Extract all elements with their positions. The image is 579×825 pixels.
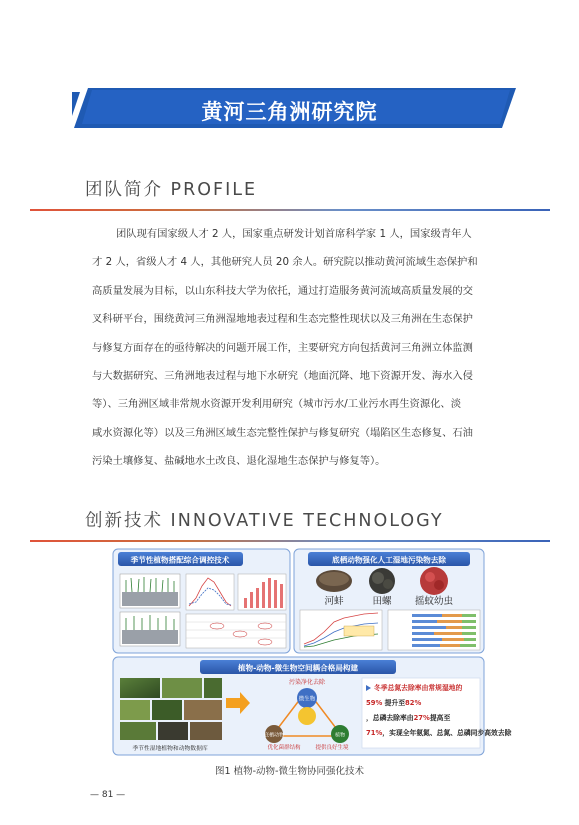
profile-divider [30,209,550,211]
photo-grid [120,678,222,740]
paragraph-line: 污染土壤修复、盐碱地水土改良、退化湿地生态保护与修复等）。 [92,455,386,468]
paragraph-line: 等）、三角洲区域非常规水资源开发利用研究（城市污水/工业污水再生资源化、淡 [92,398,462,411]
paragraph-line: 与修复方面存在的亟待解决的问题开展工作，主要研究方向包括黄河三角洲立体监测 [92,341,473,354]
svg-text:冬季总氮去除率由常规湿地的 59% 提升至8: 冬季总氮去除率由常规湿地的 59% 提升至82% ，总磷去除率由27%提高至 71%，实现全年氨氮、总氮、总磷同步高效去除 [366,684,512,737]
paragraph-line: 才 2 人，省级人才 4 人，其他研究人员 20 余人。研究院以推动黄河流域生态保护和 [92,256,478,269]
panel1-title: 季节性植物搭配综合调控技术 [130,555,230,565]
animal-label-mussel: 河蚌 [324,596,344,607]
diagram-right-label: 植物 [334,732,346,739]
animal-label-chironomid: 摇蚊幼虫 [414,596,454,607]
panel-coupling-pattern [113,657,512,755]
diagram-top-label: 污染净化去除 [288,679,326,686]
profile-paragraph [92,220,492,476]
diagram-bottom-left-label: 优化菌群结构 [267,745,301,751]
figure-caption: 图1 植物-动物-微生物协同强化技术 [215,766,364,777]
paragraph-line: 团队现有国家级人才 2 人，国家重点研发计划首席科学家 1 人，国家级青年人 [116,228,472,240]
diagram-bottom-right-label: 提供良好生境 [315,745,349,751]
diagram-center-label: 微生物 [298,696,316,703]
profile-heading: 团队简介 PROFILE [85,180,258,200]
result-box [362,678,512,748]
panel-benthic-animals [294,549,484,653]
paragraph-line: 与大数据研究、三角洲地表过程与地下水研究（地面沉降、地下资源开发、海水入侵 [92,370,473,383]
innovation-heading: 创新技术 INNOVATIVE TECHNOLOGY [85,511,444,531]
animal-label-snail: 田螺 [372,596,392,607]
diagram-left-label: 底栖动物 [263,732,285,739]
technology-figure [112,548,512,756]
page-number: — 81 — [90,790,126,800]
page-title: 黄河三角洲研究院 [201,100,378,124]
panel3-title: 植物-动物-微生物空间耦合格局构建 [237,663,359,673]
paragraph-line: 高质量发展为目标，以山东科技大学为依托，通过打造服务黄河流域高质量发展的交 [92,284,473,297]
panel2-title: 底栖动物强化人工湿地污染物去除 [332,555,446,565]
panel-seasonal-plants [113,549,290,653]
innovation-divider [30,540,550,542]
paragraph-line: 叉科研平台，围绕黄河三角洲湿地地表过程和生态完整性现状以及三角洲在生态保护 [92,313,473,326]
photo-caption: 季节性湿地植物和动物数据库 [132,746,208,752]
paragraph-line: 咸水资源化等）以及三角洲区域生态完整性保护与修复研究（塌陷区生态修复、石油 [92,426,473,439]
